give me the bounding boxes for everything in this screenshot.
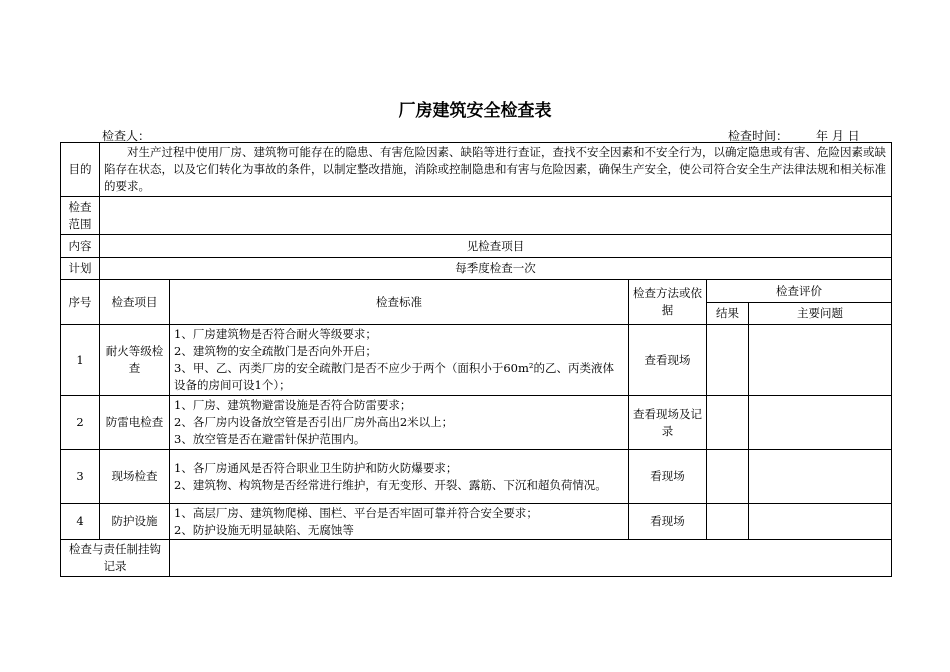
standard-line: 2、建筑物、构筑物是否经常进行维护，有无变形、开裂、露筋、下沉和超负荷情况。	[174, 477, 607, 492]
row-no: 3	[61, 450, 100, 504]
row-standard	[170, 396, 629, 450]
row-method: 看现场	[629, 450, 707, 504]
row-no: 1	[61, 325, 100, 396]
row-standard	[170, 325, 629, 396]
footer-value[interactable]	[170, 540, 892, 577]
content-label: 内容	[61, 235, 100, 258]
row-method: 看现场	[629, 504, 707, 540]
footer-label: 检查与责任制挂钩记录	[61, 540, 170, 577]
standard-line: 2、防护设施无明显缺陷、无腐蚀等	[174, 522, 354, 537]
purpose-text: 对生产过程中使用厂房、建筑物可能存在的隐患、有害危险因素、缺陷等进行查证，查找不安全因素和不安全行为，以确定隐患或有害、危险因素或缺陷存在状态，以及它们转化为事故的条件，以制定整改措施，消除或控制隐患和有害与危险因素，确保生产安全，使公司符合安全生产法律法规和相关标准的要求。	[100, 143, 892, 197]
content-value: 见检查项目	[100, 235, 892, 258]
row-issues[interactable]	[749, 504, 892, 540]
plan-value: 每季度检查一次	[100, 258, 892, 280]
row-no: 2	[61, 396, 100, 450]
row-no: 4	[61, 504, 100, 540]
scope-row	[61, 197, 892, 235]
content-row	[61, 235, 892, 258]
row-issues[interactable]	[749, 396, 892, 450]
standard-line: 1、厂房建筑物是否符合耐火等级要求；	[174, 327, 377, 341]
inspection-table	[60, 142, 892, 577]
footer-row	[61, 540, 892, 577]
table-row	[61, 396, 892, 450]
row-result[interactable]	[707, 450, 749, 504]
plan-label: 计划	[61, 258, 100, 280]
row-issues[interactable]	[749, 450, 892, 504]
header-issues: 主要问题	[749, 303, 892, 325]
standard-line: 2、各厂房内设备放空管是否引出厂房外高出2米以上；	[174, 415, 454, 429]
inspection-time-label: 检查时间：	[728, 129, 789, 143]
scope-label: 检查范围	[61, 197, 100, 235]
standard-line: 1、高层厂房、建筑物爬梯、围栏、平台是否牢固可靠并符合安全要求；	[174, 505, 538, 520]
purpose-label: 目的	[61, 143, 100, 197]
row-item: 防护设施	[100, 504, 170, 540]
row-issues[interactable]	[749, 325, 892, 396]
standard-line: 1、各厂房通风是否符合职业卫生防护和防火防爆要求；	[174, 460, 458, 475]
standard-line: 3、放空管是否在避雷针保护范围内。	[174, 432, 366, 446]
header-method: 检查方法或依据	[629, 280, 707, 325]
row-standard	[170, 450, 629, 504]
header-standard: 检查标准	[170, 280, 629, 325]
row-method: 查看现场	[629, 325, 707, 396]
header-row-1	[61, 280, 892, 303]
standard-line: 1、厂房、建筑物避雷设施是否符合防雷要求；	[174, 398, 412, 412]
row-item: 现场检查	[100, 450, 170, 504]
row-item: 耐火等级检查	[100, 325, 170, 396]
row-result[interactable]	[707, 504, 749, 540]
header-no: 序号	[61, 280, 100, 325]
row-standard	[170, 504, 629, 540]
row-result[interactable]	[707, 325, 749, 396]
table-row	[61, 450, 892, 504]
table-row	[61, 325, 892, 396]
document-title: 厂房建筑安全检查表	[398, 101, 552, 121]
header-result: 结果	[707, 303, 749, 325]
purpose-row	[61, 143, 892, 197]
date-suffix: 年 月 日	[816, 129, 860, 143]
standard-line: 2、建筑物的安全疏散门是否向外开启；	[174, 344, 377, 358]
header-item: 检查项目	[100, 280, 170, 325]
standard-line: 3、甲、乙、丙类厂房的安全疏散门是否不应少于两个（面积小于60m²的乙、丙类液体设备的房间可设1个）；	[174, 361, 614, 392]
header-evaluation: 检查评价	[707, 280, 892, 303]
table-row	[61, 504, 892, 540]
row-item: 防雷电检查	[100, 396, 170, 450]
plan-row	[61, 258, 892, 280]
row-result[interactable]	[707, 396, 749, 450]
inspector-label: 检查人：	[102, 129, 151, 143]
row-method: 查看现场及记录	[629, 396, 707, 450]
scope-value	[100, 197, 892, 235]
